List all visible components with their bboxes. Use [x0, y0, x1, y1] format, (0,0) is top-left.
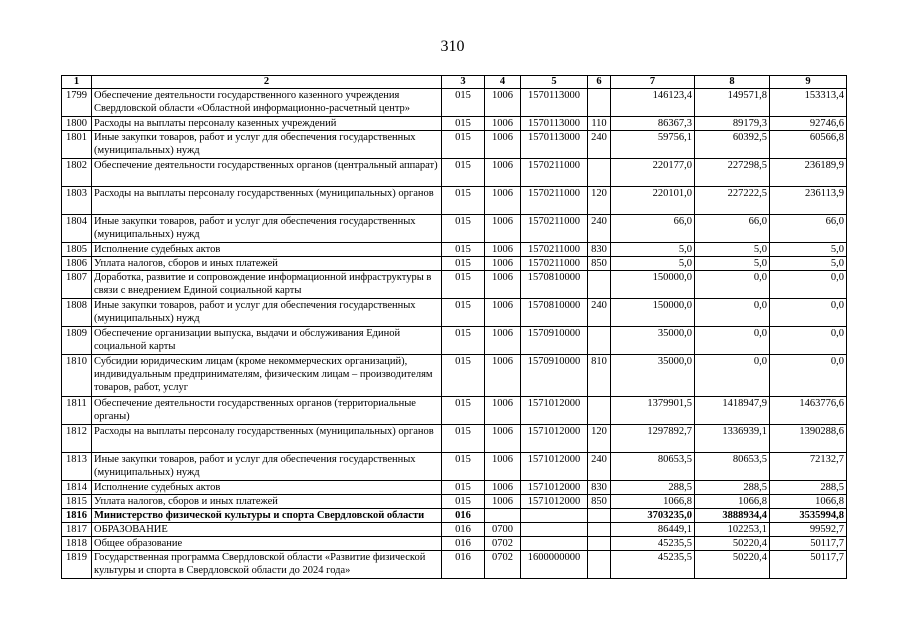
- table-row: [62, 397, 847, 425]
- expense-type-code: 850: [588, 257, 611, 271]
- header-cell-6: 6: [588, 76, 611, 89]
- page-number: 310: [440, 38, 465, 55]
- row-number: 1815: [62, 495, 92, 509]
- value-col9: 0,0: [770, 299, 847, 327]
- row-description: ОБРАЗОВАНИЕ: [92, 523, 442, 537]
- value-col8: 227298,5: [695, 159, 770, 187]
- row-number: 1810: [62, 355, 92, 397]
- section-code: 1006: [485, 355, 521, 397]
- row-number: 1801: [62, 131, 92, 159]
- value-col8: 102253,1: [695, 523, 770, 537]
- value-col7: 3703235,0: [611, 509, 695, 523]
- header-cell-4: 4: [485, 76, 521, 89]
- section-code: 0702: [485, 551, 521, 579]
- target-code: [521, 509, 588, 523]
- value-col7: 150000,0: [611, 299, 695, 327]
- section-code: 1006: [485, 425, 521, 453]
- row-description: Обеспечение деятельности государственного казенного учреждения Свердловской области «Областной информационно-расчетный центр»: [92, 89, 442, 117]
- target-code: 1570113000: [521, 117, 588, 131]
- value-col9: 1066,8: [770, 495, 847, 509]
- value-col8: 50220,4: [695, 551, 770, 579]
- value-col7: 220177,0: [611, 159, 695, 187]
- value-col7: 1066,8: [611, 495, 695, 509]
- row-description: Исполнение судебных актов: [92, 243, 442, 257]
- section-code: 0700: [485, 523, 521, 537]
- row-number: 1809: [62, 327, 92, 355]
- value-col9: 1463776,6: [770, 397, 847, 425]
- row-description: Министерство физической культуры и спорта Свердловской области: [92, 509, 442, 523]
- table-row: [62, 453, 847, 481]
- value-col7: 35000,0: [611, 327, 695, 355]
- target-code: 1570810000: [521, 271, 588, 299]
- target-code: 1570810000: [521, 299, 588, 327]
- value-col7: 59756,1: [611, 131, 695, 159]
- row-number: 1799: [62, 89, 92, 117]
- table-row: [62, 131, 847, 159]
- value-col9: 0,0: [770, 355, 847, 397]
- value-col8: 1418947,9: [695, 397, 770, 425]
- table-row: [62, 299, 847, 327]
- value-col8: 80653,5: [695, 453, 770, 481]
- table-row: [62, 551, 847, 579]
- ministry-code: 015: [442, 257, 485, 271]
- value-col8: 89179,3: [695, 117, 770, 131]
- ministry-code: 016: [442, 509, 485, 523]
- value-col7: 5,0: [611, 257, 695, 271]
- value-col7: 86449,1: [611, 523, 695, 537]
- ministry-code: 015: [442, 89, 485, 117]
- expense-type-code: [588, 537, 611, 551]
- expense-type-code: 830: [588, 243, 611, 257]
- section-code: [485, 509, 521, 523]
- ministry-code: 016: [442, 523, 485, 537]
- expense-type-code: 810: [588, 355, 611, 397]
- value-col7: 45235,5: [611, 537, 695, 551]
- header-cell-7: 7: [611, 76, 695, 89]
- value-col9: 60566,8: [770, 131, 847, 159]
- expense-type-code: [588, 271, 611, 299]
- value-col8: 5,0: [695, 243, 770, 257]
- ministry-code: 016: [442, 537, 485, 551]
- ministry-code: 015: [442, 327, 485, 355]
- table-row: [62, 523, 847, 537]
- value-col9: 236189,9: [770, 159, 847, 187]
- header-row: [62, 76, 847, 89]
- target-code: [521, 537, 588, 551]
- expense-type-code: [588, 89, 611, 117]
- value-col7: 150000,0: [611, 271, 695, 299]
- target-code: 1571012000: [521, 453, 588, 481]
- ministry-code: 015: [442, 355, 485, 397]
- budget-table: [61, 75, 847, 579]
- value-col7: 5,0: [611, 243, 695, 257]
- row-description: Иные закупки товаров, работ и услуг для обеспечения государственных (муниципальных) нужд: [92, 131, 442, 159]
- row-description: Расходы на выплаты персоналу государственных (муниципальных) органов: [92, 187, 442, 215]
- row-number: 1812: [62, 425, 92, 453]
- value-col8: 288,5: [695, 481, 770, 495]
- row-description: Государственная программа Свердловской области «Развитие физической культуры и спорта в Свердловской области до 2024 года»: [92, 551, 442, 579]
- section-code: 1006: [485, 481, 521, 495]
- table-row: [62, 117, 847, 131]
- expense-type-code: [588, 397, 611, 425]
- value-col8: 5,0: [695, 257, 770, 271]
- header-cell-2: 2: [92, 76, 442, 89]
- target-code: [521, 523, 588, 537]
- row-number: 1811: [62, 397, 92, 425]
- section-code: 0702: [485, 537, 521, 551]
- expense-type-code: 240: [588, 453, 611, 481]
- ministry-code: 015: [442, 243, 485, 257]
- ministry-code: 015: [442, 117, 485, 131]
- value-col9: 236113,9: [770, 187, 847, 215]
- expense-type-code: 240: [588, 131, 611, 159]
- section-code: 1006: [485, 257, 521, 271]
- section-code: 1006: [485, 327, 521, 355]
- expense-type-code: 120: [588, 187, 611, 215]
- row-description: Уплата налогов, сборов и иных платежей: [92, 495, 442, 509]
- section-code: 1006: [485, 117, 521, 131]
- row-number: 1802: [62, 159, 92, 187]
- row-number: 1817: [62, 523, 92, 537]
- value-col7: 45235,5: [611, 551, 695, 579]
- section-code: 1006: [485, 397, 521, 425]
- value-col9: 50117,7: [770, 551, 847, 579]
- ministry-code: 015: [442, 215, 485, 243]
- value-col8: 60392,5: [695, 131, 770, 159]
- value-col9: 153313,4: [770, 89, 847, 117]
- value-col8: 227222,5: [695, 187, 770, 215]
- value-col7: 80653,5: [611, 453, 695, 481]
- row-number: 1819: [62, 551, 92, 579]
- value-col7: 1297892,7: [611, 425, 695, 453]
- header-cell-9: 9: [770, 76, 847, 89]
- row-description: Доработка, развитие и сопровождение информационной инфраструктуры в связи с внедрением Единой социальной карты: [92, 271, 442, 299]
- target-code: 1570211000: [521, 257, 588, 271]
- ministry-code: 016: [442, 551, 485, 579]
- value-col7: 86367,3: [611, 117, 695, 131]
- table-row: [62, 537, 847, 551]
- target-code: 1570910000: [521, 327, 588, 355]
- target-code: 1570211000: [521, 243, 588, 257]
- value-col9: 5,0: [770, 243, 847, 257]
- ministry-code: 015: [442, 425, 485, 453]
- row-description: Иные закупки товаров, работ и услуг для обеспечения государственных (муниципальных) нужд: [92, 453, 442, 481]
- ministry-code: 015: [442, 131, 485, 159]
- value-col8: 0,0: [695, 327, 770, 355]
- section-code: 1006: [485, 159, 521, 187]
- section-code: 1006: [485, 131, 521, 159]
- target-code: 1570211000: [521, 159, 588, 187]
- value-col9: 99592,7: [770, 523, 847, 537]
- target-code: 1570211000: [521, 215, 588, 243]
- expense-type-code: 110: [588, 117, 611, 131]
- table-row: [62, 425, 847, 453]
- ministry-code: 015: [442, 481, 485, 495]
- section-code: 1006: [485, 187, 521, 215]
- row-number: 1814: [62, 481, 92, 495]
- header-cell-5: 5: [521, 76, 588, 89]
- table-row: [62, 243, 847, 257]
- value-col9: 1390288,6: [770, 425, 847, 453]
- header-cell-8: 8: [695, 76, 770, 89]
- table-row: [62, 215, 847, 243]
- value-col8: 66,0: [695, 215, 770, 243]
- value-col8: 1066,8: [695, 495, 770, 509]
- value-col8: 0,0: [695, 299, 770, 327]
- target-code: 1571012000: [521, 397, 588, 425]
- row-number: 1805: [62, 243, 92, 257]
- row-description: Уплата налогов, сборов и иных платежей: [92, 257, 442, 271]
- target-code: 1571012000: [521, 481, 588, 495]
- value-col9: 92746,6: [770, 117, 847, 131]
- value-col7: 66,0: [611, 215, 695, 243]
- expense-type-code: [588, 523, 611, 537]
- row-number: 1816: [62, 509, 92, 523]
- ministry-code: 015: [442, 397, 485, 425]
- expense-type-code: 240: [588, 215, 611, 243]
- row-number: 1804: [62, 215, 92, 243]
- row-description: Иные закупки товаров, работ и услуг для обеспечения государственных (муниципальных) нужд: [92, 215, 442, 243]
- value-col7: 288,5: [611, 481, 695, 495]
- expense-type-code: 120: [588, 425, 611, 453]
- section-code: 1006: [485, 299, 521, 327]
- row-description: Иные закупки товаров, работ и услуг для обеспечения государственных (муниципальных) нужд: [92, 299, 442, 327]
- value-col8: 3888934,4: [695, 509, 770, 523]
- value-col7: 1379901,5: [611, 397, 695, 425]
- section-code: 1006: [485, 495, 521, 509]
- expense-type-code: [588, 509, 611, 523]
- value-col9: 72132,7: [770, 453, 847, 481]
- table-row: [62, 271, 847, 299]
- section-code: 1006: [485, 453, 521, 481]
- expense-type-code: 830: [588, 481, 611, 495]
- value-col9: 3535994,8: [770, 509, 847, 523]
- value-col9: 0,0: [770, 271, 847, 299]
- table-row: [62, 355, 847, 397]
- table-row: [62, 495, 847, 509]
- ministry-code: 015: [442, 495, 485, 509]
- target-code: 1600000000: [521, 551, 588, 579]
- value-col8: 0,0: [695, 355, 770, 397]
- row-description: Обеспечение деятельности государственных органов (центральный аппарат): [92, 159, 442, 187]
- row-number: 1808: [62, 299, 92, 327]
- expense-type-code: [588, 327, 611, 355]
- expense-type-code: 850: [588, 495, 611, 509]
- value-col8: 50220,4: [695, 537, 770, 551]
- value-col9: 0,0: [770, 327, 847, 355]
- header-cell-1: 1: [62, 76, 92, 89]
- row-description: Субсидии юридическим лицам (кроме некоммерческих организаций), индивидуальным предпринимателям, физическим лицам – производителям товаров, работ, услуг: [92, 355, 442, 397]
- target-code: 1570113000: [521, 131, 588, 159]
- table-row: [62, 509, 847, 523]
- section-code: 1006: [485, 271, 521, 299]
- row-number: 1806: [62, 257, 92, 271]
- value-col8: 1336939,1: [695, 425, 770, 453]
- row-description: Расходы на выплаты персоналу казенных учреждений: [92, 117, 442, 131]
- expense-type-code: [588, 159, 611, 187]
- ministry-code: 015: [442, 187, 485, 215]
- ministry-code: 015: [442, 159, 485, 187]
- ministry-code: 015: [442, 453, 485, 481]
- table-row: [62, 257, 847, 271]
- row-number: 1803: [62, 187, 92, 215]
- table-row: [62, 89, 847, 117]
- row-description: Обеспечение деятельности государственных органов (территориальные органы): [92, 397, 442, 425]
- value-col7: 146123,4: [611, 89, 695, 117]
- target-code: 1571012000: [521, 495, 588, 509]
- row-number: 1807: [62, 271, 92, 299]
- target-code: 1571012000: [521, 425, 588, 453]
- expense-type-code: [588, 551, 611, 579]
- value-col8: 0,0: [695, 271, 770, 299]
- value-col9: 288,5: [770, 481, 847, 495]
- table-row: [62, 481, 847, 495]
- value-col8: 149571,8: [695, 89, 770, 117]
- row-description: Обеспечение организации выпуска, выдачи и обслуживания Единой социальной карты: [92, 327, 442, 355]
- value-col9: 5,0: [770, 257, 847, 271]
- header-cell-3: 3: [442, 76, 485, 89]
- value-col7: 35000,0: [611, 355, 695, 397]
- row-number: 1800: [62, 117, 92, 131]
- table-row: [62, 327, 847, 355]
- section-code: 1006: [485, 215, 521, 243]
- table-row: [62, 159, 847, 187]
- section-code: 1006: [485, 243, 521, 257]
- row-number: 1818: [62, 537, 92, 551]
- section-code: 1006: [485, 89, 521, 117]
- target-code: 1570211000: [521, 187, 588, 215]
- ministry-code: 015: [442, 271, 485, 299]
- ministry-code: 015: [442, 299, 485, 327]
- target-code: 1570113000: [521, 89, 588, 117]
- value-col9: 50117,7: [770, 537, 847, 551]
- row-number: 1813: [62, 453, 92, 481]
- row-description: Исполнение судебных актов: [92, 481, 442, 495]
- value-col7: 220101,0: [611, 187, 695, 215]
- value-col9: 66,0: [770, 215, 847, 243]
- row-description: Расходы на выплаты персоналу государственных (муниципальных) органов: [92, 425, 442, 453]
- expense-type-code: 240: [588, 299, 611, 327]
- table-row: [62, 187, 847, 215]
- target-code: 1570910000: [521, 355, 588, 397]
- row-description: Общее образование: [92, 537, 442, 551]
